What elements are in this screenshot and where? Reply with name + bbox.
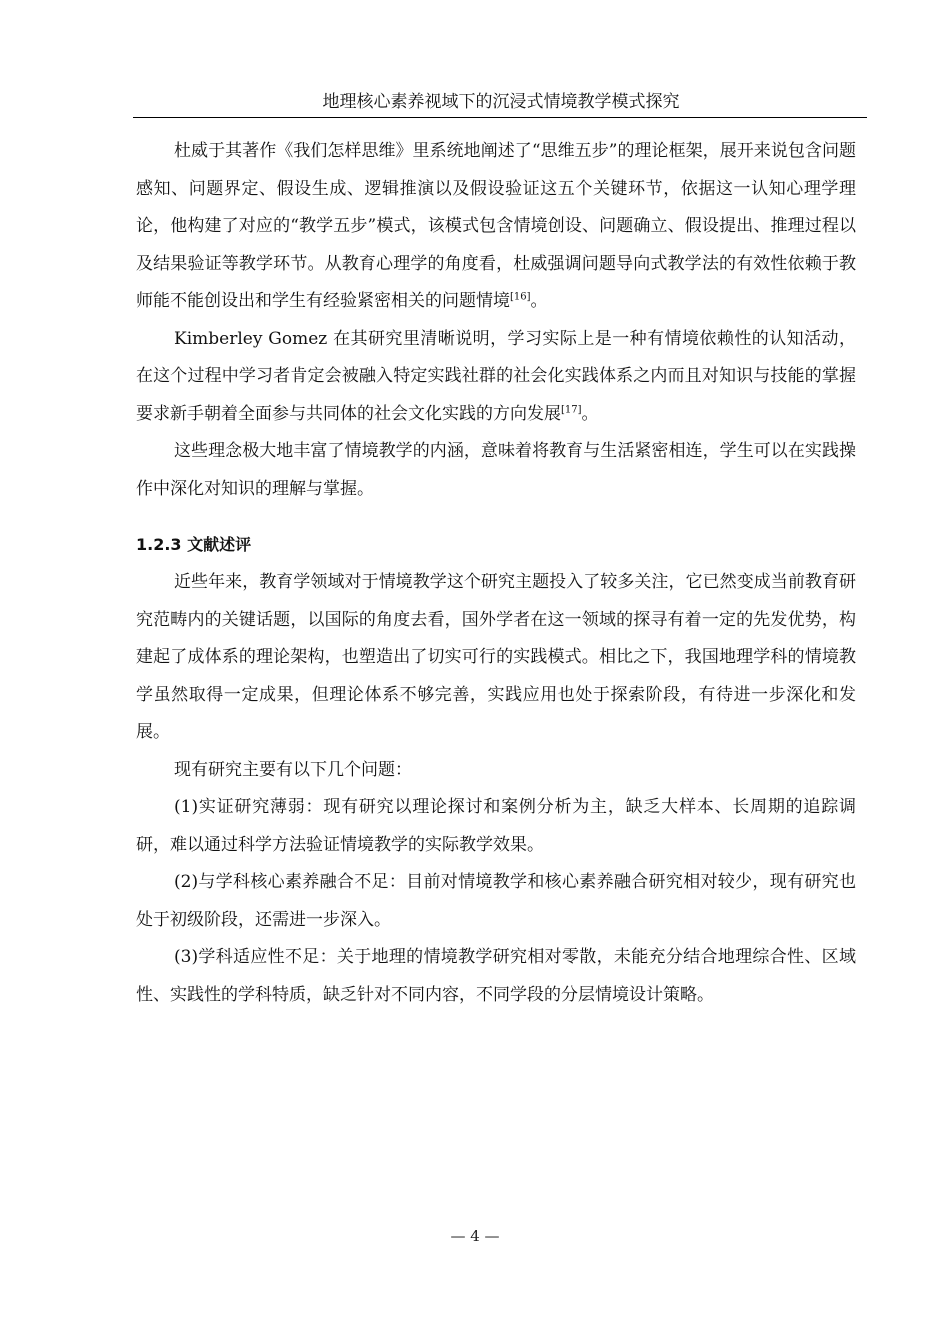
list-item-3: (3)学科适应性不足：关于地理的情境教学研究相对零散，未能充分结合地理综合性、区域性、实践性的学科特质，缺乏针对不同内容，不同学段的分层情境设计策略。 xyxy=(136,947,856,1005)
section-heading: 1.2.3 文献述评 xyxy=(136,535,252,554)
running-header: 地理核心素养视域下的沉浸式情境教学模式探究 xyxy=(322,92,680,112)
list-item-2: (2)与学科核心素养融合不足：目前对情境教学和核心素养融合研究相对较少，现有研究也处于初级阶段，还需进一步深入。 xyxy=(136,872,856,930)
paragraph-gomez xyxy=(136,321,856,434)
paragraph-dewey-end: 。 xyxy=(530,291,548,311)
page-number: — 4 — xyxy=(450,1227,500,1245)
paragraph-gomez-text: Kimberley Gomez 在其研究里清晰说明，学习实际上是一种有情境依赖性的认知活动，在这个过程中学习者肯定会被融入特定实践社群的社会化实践体系之内而且对知识与技能的掌握要求新手朝着全面参与共同体的社会文化实践的方向发展 xyxy=(136,328,856,424)
paragraph-problems-intro: 现有研究主要有以下几个问题： xyxy=(174,759,412,780)
paragraph-gomez-end: 。 xyxy=(581,403,599,424)
citation-16: [16] xyxy=(510,291,531,303)
header-rule xyxy=(133,117,867,118)
citation-17: [17] xyxy=(561,403,582,415)
paragraph-concepts: 这些理念极大地丰富了情境教学的内涵，意味着将教育与生活紧密相连，学生可以在实践操作中深化对知识的理解与掌握。 xyxy=(136,441,856,499)
paragraph-dewey xyxy=(136,133,856,321)
paragraph-dewey-text: 杜威于其著作《我们怎样思维》里系统地阐述了“思维五步”的理论框架，展开来说包含问题感知、问题界定、假设生成、逻辑推演以及假设验证这五个关键环节，依据这一认知心理学理论，他构建了对应的“教学五步”模式，该模式包含情境创设、问题确立、假设提出、推理过程以及结果验证等教学环节。从教育心理学的角度看，杜威强调问题导向式教学法的有效性依赖于教师能不能创设出和学生有经验紧密相关的问题情境 xyxy=(136,141,856,311)
paragraph-review: 近些年来，教育学领域对于情境教学这个研究主题投入了较多关注，它已然变成当前教育研究范畴内的关键话题，以国际的角度去看，国外学者在这一领域的探寻有着一定的先发优势，构建起了成体系的理论架构，也塑造出了切实可行的实践模式。相比之下，我国地理学科的情境教学虽然取得一定成果，但理论体系不够完善，实践应用也处于探索阶段，有待进一步深化和发展。 xyxy=(136,572,856,742)
list-item-1: (1)实证研究薄弱：现有研究以理论探讨和案例分析为主，缺乏大样本、长周期的追踪调研，难以通过科学方法验证情境教学的实际教学效果。 xyxy=(136,797,856,855)
page-body xyxy=(136,133,856,1014)
